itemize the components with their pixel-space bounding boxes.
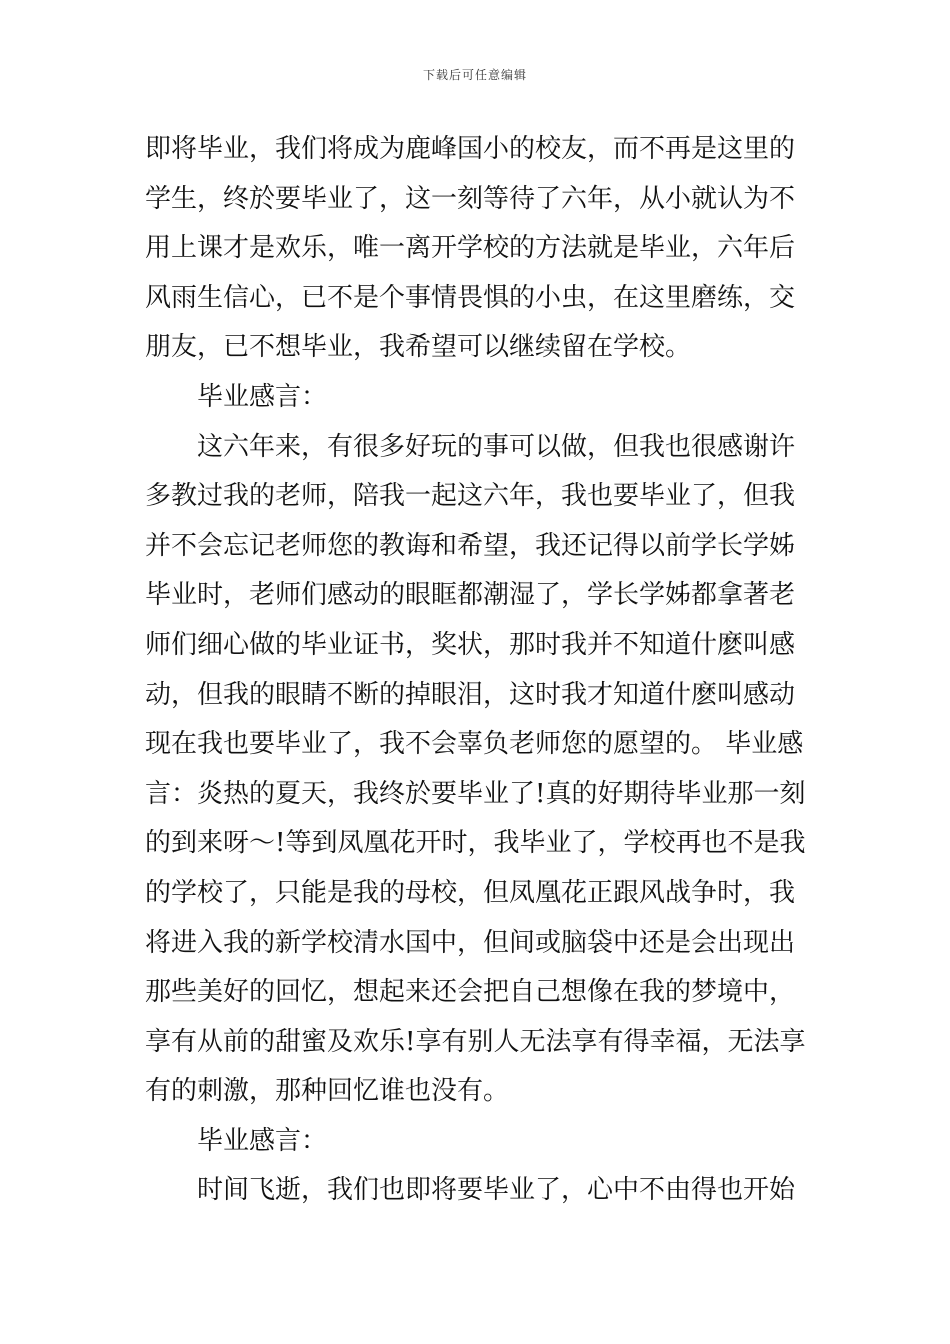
paragraph-start: 这六年来，有很多好玩的事可以做，但我也很感谢许 bbox=[197, 431, 796, 462]
text-line: 那些美好的回忆，想起来还会把自己想像在我的梦境中， bbox=[145, 977, 796, 1008]
text-line: 多教过我的老师，陪我一起这六年，我也要毕业了，但我 bbox=[145, 481, 796, 512]
text-line: 将进入我的新学校清水国中，但间或脑袋中还是会出现出 bbox=[145, 927, 796, 958]
text-line: 有的刺激，那种回忆谁也没有。 bbox=[145, 1076, 510, 1107]
document-body bbox=[145, 125, 810, 1216]
text-line: 风雨生信心，已不是个事情畏惧的小虫，在这里磨练，交 bbox=[145, 282, 796, 313]
text-line: 朋友，已不想毕业，我希望可以继续留在学校。 bbox=[145, 332, 692, 363]
text-line: 毕业时，老师们感动的眼眶都潮湿了，学长学姊都拿著老 bbox=[145, 580, 796, 611]
text-line: 的到来呀～!等到凤凰花开时，我毕业了，学校再也不是我 bbox=[145, 828, 806, 859]
text-line: 现在我也要毕业了，我不会辜负老师您的愿望的。 毕业感 bbox=[145, 729, 804, 760]
section-heading: 毕业感言： bbox=[197, 381, 328, 412]
text-line: 即将毕业，我们将成为鹿峰国小的校友，而不再是这里的 bbox=[145, 134, 796, 164]
text-line: 学生，终於要毕业了，这一刻等待了六年，从小就认为不 bbox=[145, 183, 796, 214]
text-line: 师们细心做的毕业证书，奖状，那时我并不知道什麽叫感 bbox=[145, 629, 796, 660]
text-line: 动，但我的眼睛不断的掉眼泪，这时我才知道什麽叫感动 bbox=[145, 679, 796, 710]
paragraph-start: 时间飞逝，我们也即将要毕业了，心中不由得也开始 bbox=[197, 1175, 796, 1206]
text-line: 享有从前的甜蜜及欢乐!享有别人无法享有得幸福，无法享 bbox=[145, 1026, 806, 1057]
text-line: 并不会忘记老师您的教诲和希望，我还记得以前学长学姊 bbox=[145, 530, 796, 561]
text-line: 的学校了，只能是我的母校，但凤凰花正跟风战争时，我 bbox=[145, 877, 796, 908]
section-heading: 毕业感言： bbox=[197, 1125, 328, 1156]
header-note: 下载后可任意编辑 bbox=[422, 68, 527, 82]
text-line: 用上课才是欢乐，唯一离开学校的方法就是毕业，六年后 bbox=[145, 233, 796, 264]
text-line: 言：炎热的夏天，我终於要毕业了!真的好期待毕业那一刻 bbox=[145, 778, 806, 809]
